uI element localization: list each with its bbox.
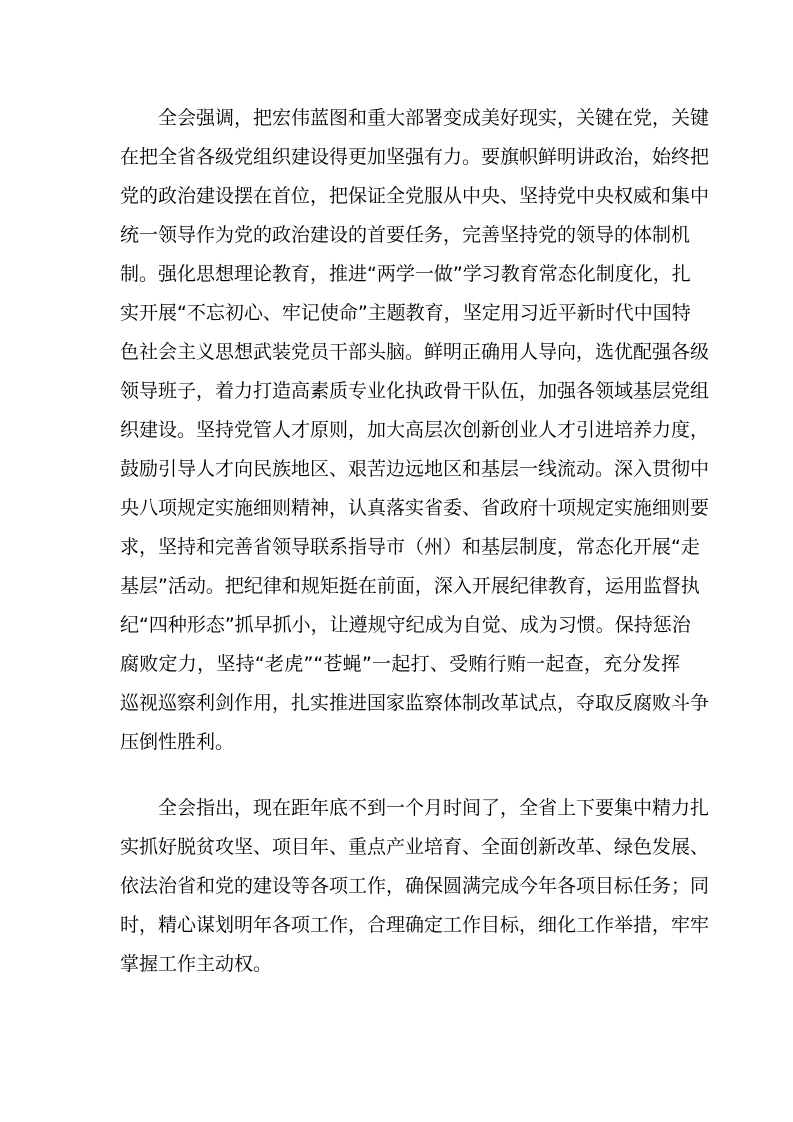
text-line: 巡视巡察利剑作用，扎实推进国家监察体制改革试点，夺取反腐败斗争 — [120, 692, 710, 714]
text-line: 制。强化思想理论教育，推进“两学一做”学习教育常态化制度化，扎 — [120, 263, 691, 285]
text-line: 时，精心谋划明年各项工作，合理确定工作目标，细化工作举措，牢牢 — [120, 914, 710, 936]
text-line: 鼓励引导人才向民族地区、艰苦边远地区和基层一线流动。深入贯彻中 — [120, 458, 710, 480]
text-line: 掌握工作主动权。 — [120, 953, 273, 975]
paragraph-spacer — [120, 762, 680, 789]
text-line: 央八项规定实施细则精神，认真落实省委、省政府十项规定实施细则要 — [120, 497, 710, 519]
text-line: 全会指出，现在距年底不到一个月时间了，全省上下要集中精力扎 — [158, 797, 710, 819]
text-line: 领导班子，着力打造高素质专业化执政骨干队伍，加强各领域基层党组 — [120, 380, 710, 402]
paragraph-year-end-work — [120, 789, 710, 984]
text-line: 腐败定力，坚持“老虎”“苍蝇”一起打、受贿行贿一起查，充分发挥 — [120, 653, 680, 675]
text-line: 党的政治建设摆在首位，把保证全党服从中央、坚持党中央权威和集中 — [120, 185, 710, 207]
paragraph-party-building — [120, 99, 710, 762]
text-line: 压倒性胜利。 — [120, 731, 235, 753]
text-line: 统一领导作为党的政治建设的首要任务，完善坚持党的领导的体制机 — [120, 224, 691, 246]
text-line: 依法治省和党的建设等各项工作，确保圆满完成今年各项目标任务；同 — [120, 875, 710, 897]
text-line: 在把全省各级党组织建设得更加坚强有力。要旗帜鲜明讲政治，始终把 — [120, 146, 710, 168]
text-line: 基层”活动。把纪律和规矩挺在前面，深入开展纪律教育，运用监督执 — [120, 575, 700, 597]
text-line: 纪“四种形态”抓早抓小，让遵规守纪成为自觉、成为习惯。保持惩治 — [120, 614, 691, 636]
text-line: 实开展“不忘初心、牢记使命”主题教育，坚定用习近平新时代中国特 — [120, 302, 691, 324]
document-page — [120, 99, 710, 984]
text-line: 全会强调，把宏伟蓝图和重大部署变成美好现实，关键在党，关键 — [158, 107, 710, 129]
text-line: 织建设。坚持党管人才原则，加大高层次创新创业人才引进培养力度， — [120, 419, 710, 441]
text-line: 求，坚持和完善省领导联系指导市（州）和基层制度，常态化开展“走 — [120, 536, 700, 558]
text-line: 色社会主义思想武装党员干部头脑。鲜明正确用人导向，选优配强各级 — [120, 341, 710, 363]
text-line: 实抓好脱贫攻坚、项目年、重点产业培育、全面创新改革、绿色发展、 — [120, 836, 710, 858]
